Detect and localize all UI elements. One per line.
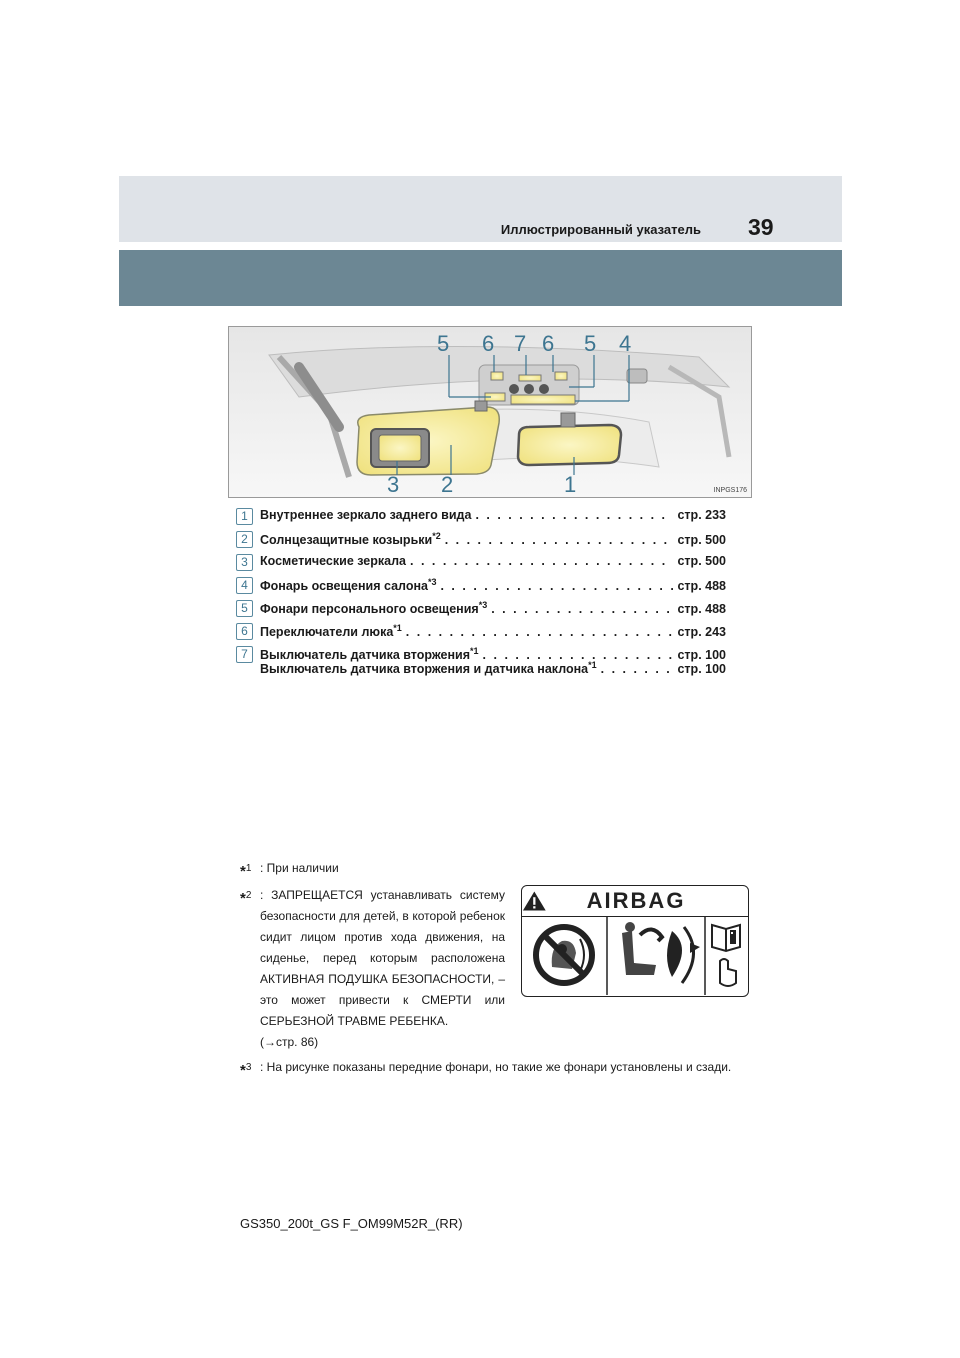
footnote-text: : На рисунке показаны передние фонари, но такие же фонари установлены и сзади. — [260, 1060, 732, 1074]
list-item — [236, 508, 726, 531]
document-code: GS350_200t_GS F_OM99M52R_(RR) — [240, 1216, 463, 1231]
list-item — [236, 623, 726, 646]
footnote-mark: *$^1$ — [240, 863, 252, 880]
item-line — [260, 508, 726, 525]
airbag-pictograms — [522, 917, 748, 995]
footnote-number: 2 — [245, 890, 252, 901]
item-label-text: Солнцезащитные козырьки — [260, 533, 433, 548]
item-line — [260, 531, 726, 548]
page-ref-link[interactable]: стр. 233 — [677, 508, 726, 522]
no-rear-facing-seat-icon — [536, 927, 592, 983]
page-ref-link[interactable]: стр. 488 — [677, 602, 726, 617]
overhead-console-illustration — [228, 326, 752, 498]
footnote-3 — [240, 1057, 765, 1078]
callout-row-top — [229, 327, 751, 497]
leader-dots — [475, 508, 673, 522]
callout-6-right: 6 — [542, 331, 555, 356]
page-ref-link[interactable]: стр. 488 — [677, 579, 726, 594]
callout-5-left: 5 — [437, 331, 450, 356]
item-label: Внутреннее зеркало заднего вида — [260, 508, 472, 522]
airbag-label-header — [522, 886, 748, 917]
item-label — [260, 531, 441, 547]
item-label-text: Переключатели люка — [260, 625, 394, 640]
item-number: 2 — [236, 531, 253, 548]
page-ref-link[interactable]: стр. 243 — [677, 625, 726, 640]
leader-dots — [406, 625, 674, 639]
leader-dots — [601, 662, 674, 676]
header-color-band — [119, 250, 842, 306]
footnote-text: : При наличии — [260, 861, 339, 875]
airbag-warning-label — [521, 885, 749, 997]
item-footnote-mark: *3 — [478, 600, 488, 610]
leader-dots — [445, 533, 674, 547]
header-top-band — [119, 176, 842, 242]
callout-7: 7 — [514, 331, 527, 356]
item-line — [260, 600, 726, 617]
item-label-text: Фонарь освещения салона — [260, 579, 428, 594]
footnote-number: 1 — [245, 863, 252, 874]
page-number: 39 — [748, 214, 774, 240]
footnote-number: 3 — [245, 1062, 252, 1073]
leader-dots — [410, 554, 673, 568]
footnote-text: : ЗАПРЕЩАЕТСЯ устанавливать систему безопасности для детей, в которой ребенок сидит лицом против хода движения, на сиденье, перед которым расположена АКТИВНАЯ ПОДУШКА БЕЗОПАСНОСТИ, – это может привести к СМЕРТИ или СЕРЬЕЗНОЙ ТРАВМЕ РЕБЕНКА. — [260, 888, 505, 1028]
item-line — [260, 554, 726, 571]
list-item — [236, 646, 726, 686]
item-label-text: Выключатель датчика вторжения — [260, 648, 471, 663]
item-list — [236, 508, 726, 686]
item-number: 3 — [236, 554, 253, 571]
item-footnote-mark: *1 — [393, 623, 402, 633]
item-footnote-mark: *3 — [427, 577, 437, 587]
callout-6-left: 6 — [482, 331, 495, 356]
list-item — [236, 554, 726, 577]
list-item — [236, 600, 726, 623]
leader-dots — [440, 579, 673, 593]
callout-3: 3 — [387, 472, 400, 497]
item-number: 5 — [236, 600, 253, 617]
page-ref-link[interactable]: стр. 100 — [677, 662, 726, 677]
item-label-text: Фонари персонального освещения — [260, 602, 479, 617]
leader-dots — [491, 602, 673, 616]
item-footnote-mark: *1 — [588, 660, 597, 670]
page-ref-link[interactable]: стр. 500 — [677, 533, 726, 548]
callout-4: 4 — [619, 331, 632, 356]
item-label: Косметические зеркала — [260, 554, 406, 568]
read-manual-icon — [712, 925, 740, 986]
item-number: 1 — [236, 508, 253, 525]
seat-airbag-icon — [622, 922, 700, 983]
callout-5-right: 5 — [584, 331, 597, 356]
item-number: 6 — [236, 623, 253, 640]
item-number: 4 — [236, 577, 253, 594]
illustration-code: INPGS176 — [713, 487, 747, 494]
page-ref-link[interactable]: стр. 100 — [677, 648, 726, 663]
item-label — [260, 623, 402, 639]
item-label — [260, 577, 436, 593]
footnote-mark: *$^2$ — [240, 890, 252, 907]
list-item — [236, 531, 726, 554]
callout-2: 2 — [441, 472, 454, 497]
footnote-1 — [240, 858, 750, 879]
section-title: Иллюстрированный указатель — [500, 222, 701, 237]
footnote-page-ref[interactable]: (→стр. 86) — [260, 1035, 319, 1049]
warning-triangle-icon — [522, 890, 547, 912]
list-item — [236, 577, 726, 600]
page-ref-link[interactable]: стр. 500 — [677, 554, 726, 568]
item-label-text: Выключатель датчика вторжения и датчика наклона — [260, 662, 589, 677]
airbag-title: AIRBAG — [586, 888, 686, 913]
item-footnote-mark: *2 — [432, 531, 441, 541]
item-line — [260, 623, 726, 640]
item-footnote-mark: *1 — [470, 646, 479, 656]
item-line — [260, 577, 726, 594]
callout-1: 1 — [564, 472, 577, 497]
footnote-mark: *$^3$ — [240, 1062, 252, 1079]
airbag-label-body — [522, 917, 748, 996]
item-line-second — [260, 660, 726, 677]
item-label — [260, 660, 597, 676]
item-label — [260, 600, 487, 616]
item-number: 7 — [236, 646, 253, 663]
